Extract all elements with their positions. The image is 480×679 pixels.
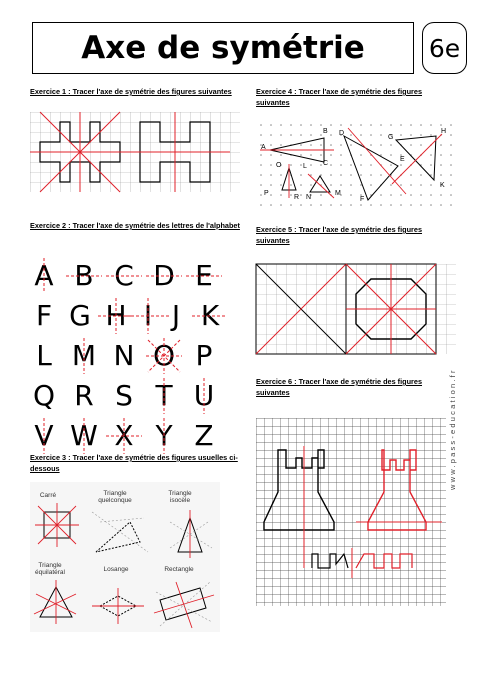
letter-e: E [195,259,213,292]
letter-v: V [34,419,54,452]
letter-i: I [143,299,153,332]
exercise-3-title: Exercice 3 : Tracer l'axe de symétrie des figures usuelles ci-dessous [30,453,238,473]
point-o: O [276,162,282,169]
point-l: L [303,163,307,170]
point-b: B [323,128,328,135]
point-f: F [360,196,365,203]
letter-p: P [195,339,213,372]
exercise-3-shapes [30,482,220,632]
exercise-2-title: Exercice 2 : Tracer l'axe de symétrie des lettres de l'alphabet [30,221,240,230]
letter-g: G [69,299,91,332]
letter-x: X [114,419,134,452]
letter-h: H [105,299,127,332]
letter-z: Z [194,419,214,452]
letter-u: U [193,379,215,412]
point-h: H [441,128,447,135]
point-c: C [323,160,329,167]
letter-k: K [200,299,220,332]
point-d: D [339,130,345,137]
exercise-6-figure [256,418,446,606]
exercise-1-title: Exercice 1 : Tracer l'axe de symétrie des figures suivantes [30,87,232,96]
site-watermark: www.pass-education.fr [448,368,457,490]
letter-r: R [74,379,94,412]
label-carre: Carré [39,492,57,499]
label-rectangle: Rectangle [164,566,194,573]
point-m: M [335,190,341,197]
grade-badge: 6e [422,22,467,74]
label-losange: Losange [103,566,129,573]
point-e: E [400,156,405,163]
label-triangle-isocele: Triangle isocèle [168,490,192,504]
exercise-1-figure [30,112,240,192]
letter-a: A [34,259,54,292]
letter-t: T [155,379,173,412]
letter-c: C [114,259,134,292]
letter-f: F [35,299,53,332]
letter-w: W [70,419,98,452]
letter-l: L [36,339,52,372]
letter-n: N [113,339,135,372]
exercise-6-title: Exercice 6 : Tracer l'axe de symétrie des figures suivantes [256,377,423,397]
point-r: R [294,194,300,201]
point-p: P [264,190,269,197]
alphabet-axes [26,256,226,456]
letter-s: S [115,379,133,412]
letter-y: Y [155,419,173,452]
exercise-4-title: Exercice 4 : Tracer l'axe de symétrie des figures suivantes [256,87,423,107]
point-k: K [440,182,445,189]
letter-o: O [152,339,176,372]
label-triangle-equilateral: Triangle équilatéral [35,562,65,576]
letter-d: D [153,259,175,292]
letter-b: B [74,259,94,292]
letter-j: J [171,299,181,332]
exercise-4-figure [256,120,456,210]
point-a: A [261,144,266,151]
point-g: G [388,134,394,141]
letter-m: M [71,339,97,372]
page-title: Axe de symétrie [32,22,414,74]
exercise-5-title: Exercice 5 : Tracer l'axe de symétrie des figures suivantes [256,225,423,245]
point-n: N [306,194,312,201]
letter-q: Q [32,379,56,412]
exercise-5-figure [256,264,456,354]
label-triangle-quelconque: Triangle quelconque [98,490,132,504]
